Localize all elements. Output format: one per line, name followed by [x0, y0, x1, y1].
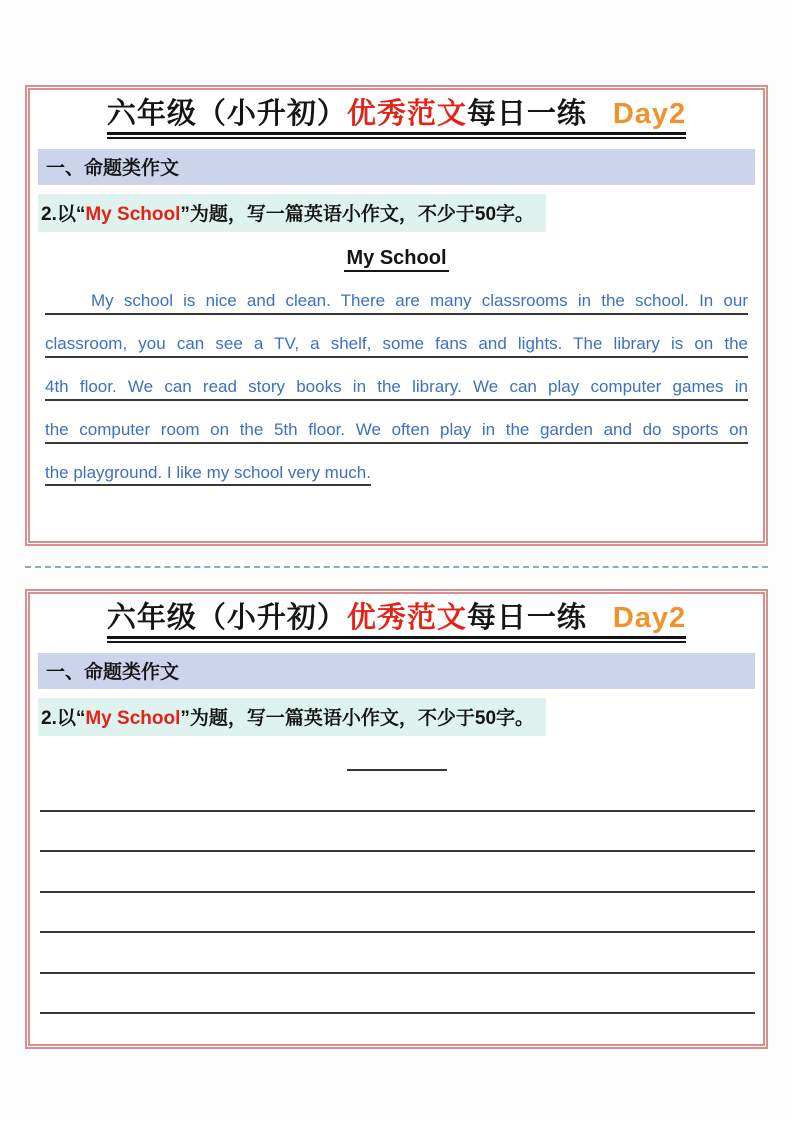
essay-body — [45, 272, 748, 487]
prompt-prefix: 2.以“ — [41, 204, 86, 226]
title-day-badge: Day2 — [612, 98, 687, 130]
prompt-text — [38, 194, 546, 232]
essay-line: 4th floor. We can read story books in the library. We can play computer games in — [45, 358, 748, 401]
essay-line: the computer room on the 5th floor. We often play in the garden and do sports on — [45, 401, 748, 444]
prompt-row — [38, 194, 755, 232]
section-heading-text: 一、命题类作文 — [46, 158, 180, 180]
worksheet-title — [30, 602, 763, 643]
title-grade-text: 六年级（小升初） — [106, 602, 347, 634]
title-highlight-text: 优秀范文 — [346, 602, 467, 634]
essay-line — [45, 444, 748, 487]
answer-blank-line — [40, 771, 755, 812]
answer-blank-line — [40, 852, 755, 893]
prompt-text — [38, 698, 546, 736]
title-grade-text: 六年级（小升初） — [106, 98, 347, 130]
section-heading-text: 一、命题类作文 — [46, 662, 180, 684]
essay-line-text: the playground. I like my school very much. — [45, 463, 371, 486]
essay-title — [30, 247, 763, 270]
prompt-suffix: ”为题，写一篇英语小作文，不少于50字。 — [180, 708, 535, 730]
answer-blank-line — [40, 974, 755, 1015]
answer-blank-line — [40, 812, 755, 853]
title-highlight-text: 优秀范文 — [346, 98, 467, 130]
dashed-divider — [25, 566, 768, 568]
section-header-bar — [38, 653, 755, 689]
section-header-bar — [38, 149, 755, 185]
worksheet-title — [30, 98, 763, 139]
prompt-suffix: ”为题，写一篇英语小作文，不少于50字。 — [180, 204, 535, 226]
prompt-keyword: My School — [85, 204, 181, 226]
worksheet-card-blank — [25, 589, 768, 1049]
title-practice-text: 每日一练 — [466, 602, 587, 634]
title-practice-text: 每日一练 — [466, 98, 587, 130]
answer-blank-line — [40, 893, 755, 934]
prompt-keyword: My School — [85, 708, 181, 730]
prompt-prefix: 2.以“ — [41, 708, 86, 730]
essay-line: My school is nice and clean. There are many classrooms in the school. In our — [45, 272, 748, 315]
essay-title-text: My School — [344, 247, 448, 272]
essay-line: classroom, you can see a TV, a shelf, some fans and lights. The library is on the — [45, 315, 748, 358]
worksheet-card-answered — [25, 85, 768, 546]
prompt-row — [38, 698, 755, 736]
title-day-badge: Day2 — [612, 602, 687, 634]
answer-blank-line — [40, 933, 755, 974]
answer-lines — [40, 771, 755, 1014]
